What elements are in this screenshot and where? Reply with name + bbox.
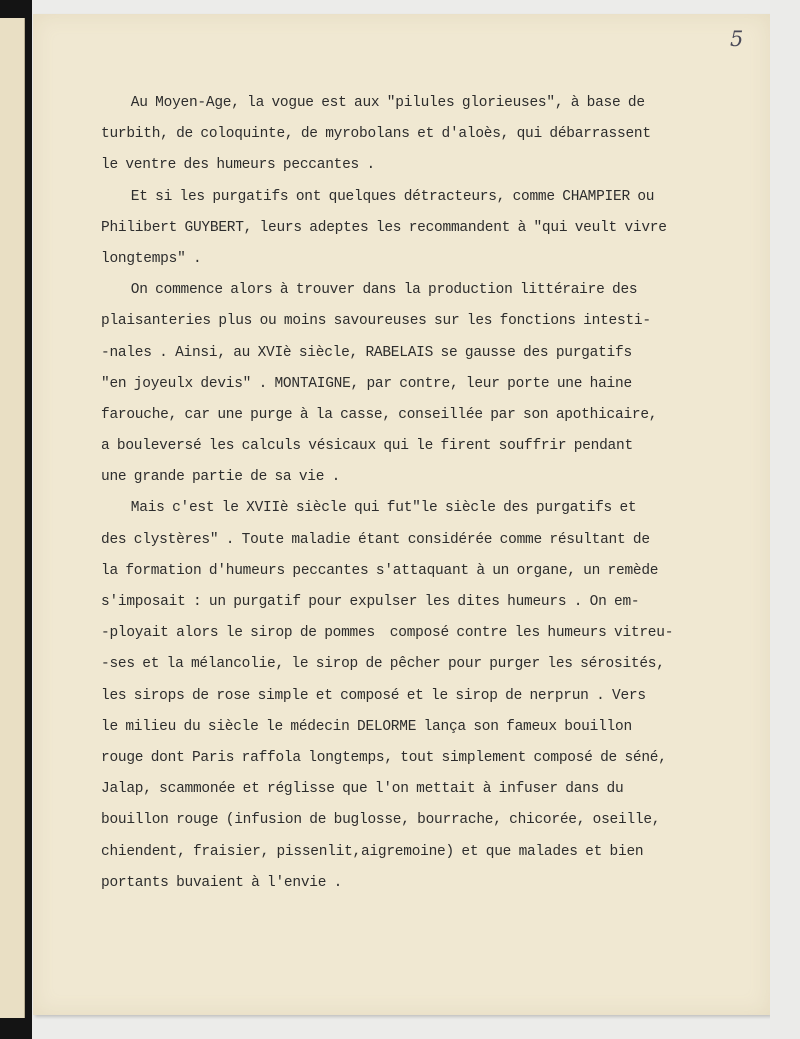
scan-background — [770, 0, 800, 1039]
text-line: Et si les purgatifs ont quelques détracteurs, comme CHAMPIER ou — [101, 188, 655, 205]
text-line: les sirops de rose simple et composé et le sirop de nerprun . Vers — [101, 687, 646, 704]
text-line: -nales . Ainsi, au XVIè siècle, RABELAIS se gausse des purgatifs — [101, 344, 632, 361]
page-number: 5 — [730, 27, 744, 51]
text-line: le ventre des humeurs peccantes . — [101, 157, 375, 174]
text-line: On commence alors à trouver dans la production littéraire des — [101, 282, 638, 299]
text-line: portants buvaient à l'envie . — [101, 874, 343, 891]
text-line: une grande partie de sa vie . — [101, 469, 341, 486]
text-line: a bouleversé les calculs vésicaux qui le firent souffrir pendant — [101, 438, 633, 455]
text-line: longtemps" . — [101, 250, 202, 267]
text-line: bouillon rouge (infusion de buglosse, bourrache, chicorée, oseille, — [101, 812, 661, 829]
text-line: rouge dont Paris raffola longtemps, tout simplement composé de séné, — [101, 749, 667, 766]
typescript-body — [101, 88, 761, 899]
text-line: s'imposait : un purgatif pour expulser les dites humeurs . On em- — [101, 594, 640, 610]
previous-page-edge — [0, 18, 25, 1018]
text-line: -ployait alors le sirop de pommes composé contre les humeurs vitreu- — [101, 625, 674, 642]
text-line: Au Moyen-Age, la vogue est aux "pilules glorieuses", à base de — [101, 95, 645, 111]
text-line: Philibert GUYBERT, leurs adeptes les recommandent à "qui veult vivre — [101, 219, 667, 236]
text-line: plaisanteries plus ou moins savoureuses sur les fonctions intesti- — [101, 313, 651, 330]
text-line: la formation d'humeurs peccantes s'attaquant à un organe, un remède — [101, 562, 659, 579]
text-line: le milieu du siècle le médecin DELORME lança son fameux bouillon — [101, 718, 632, 735]
text-line: farouche, car une purge à la casse, conseillée par son apothicaire, — [101, 406, 658, 423]
text-line: -ses et la mélancolie, le sirop de pêcher pour purger les sérosités, — [101, 656, 665, 673]
text-line: Mais c'est le XVIIè siècle qui fut"le siècle des purgatifs et — [101, 500, 637, 517]
text-line: des clystères" . Toute maladie étant considérée comme résultant de — [101, 531, 650, 548]
text-line: chiendent, fraisier, pissenlit,aigremoine) et que malades et bien — [101, 843, 644, 860]
text-line: turbith, de coloquinte, de myrobolans et d'aloès, qui débarrassent — [101, 126, 651, 143]
text-line: "en joyeulx devis" . MONTAIGNE, par contre, leur porte une haine — [101, 375, 632, 392]
text-line: Jalap, scammonée et réglisse que l'on mettait à infuser dans du — [101, 781, 624, 798]
